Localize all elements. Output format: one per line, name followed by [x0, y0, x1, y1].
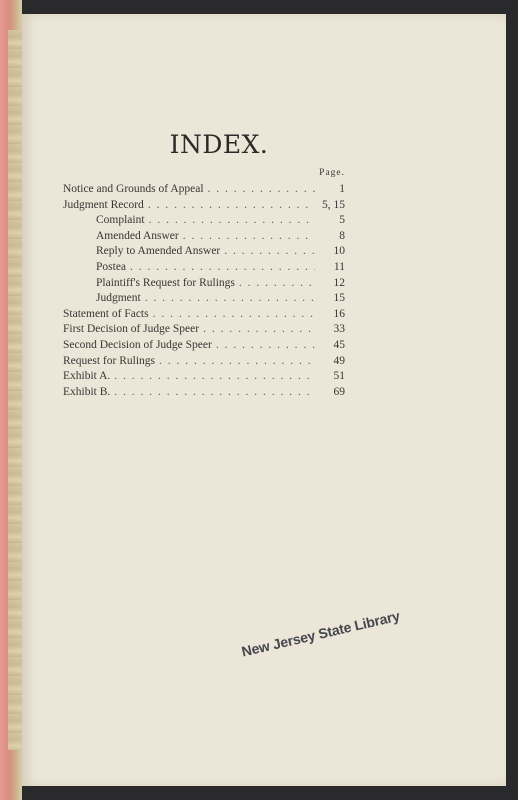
toc-entry-page: 12 — [333, 276, 345, 289]
dot-leader — [183, 229, 315, 245]
toc-entry-label: Reply to Amended Answer — [96, 245, 221, 258]
toc-entry-page: 49 — [333, 354, 345, 367]
toc-entry-label: First Decision of Judge Speer — [63, 323, 200, 336]
toc-entry-label: Exhibit A. — [63, 370, 111, 383]
toc-entry-page: 15 — [333, 292, 345, 305]
toc-entry-page: 69 — [333, 385, 345, 398]
toc-subentry — [63, 276, 345, 292]
toc-entry-page: 5, 15 — [322, 198, 345, 211]
toc-subentry — [63, 229, 345, 245]
toc-entry — [63, 182, 345, 198]
toc-entry — [63, 338, 345, 354]
library-stamp: New Jersey State Library — [240, 607, 402, 660]
index-title: INDEX. — [169, 130, 269, 159]
toc-entry-label: Notice and Grounds of Appeal — [63, 183, 204, 195]
toc-subentry — [63, 244, 345, 260]
dot-leader — [114, 369, 315, 385]
dot-leader — [145, 291, 315, 307]
toc-entry-label: Statement of Facts — [63, 307, 149, 320]
toc-entry — [63, 322, 345, 338]
toc-entry — [63, 385, 345, 401]
dot-leader — [216, 338, 315, 354]
toc-entry — [63, 369, 345, 385]
page-column-header: Page. — [319, 168, 345, 178]
dot-leader — [149, 213, 315, 229]
toc-entry-label: Complaint — [96, 214, 145, 227]
toc-entry-label: Judgment — [96, 292, 141, 305]
toc-entry-label: Request for Rulings — [63, 354, 155, 367]
toc-subentry — [63, 260, 345, 276]
dot-leader — [208, 182, 315, 198]
dot-leader — [130, 260, 315, 276]
table-of-contents — [63, 164, 345, 400]
toc-entry-page: 1 — [339, 183, 345, 195]
toc-entry-page: 8 — [339, 229, 345, 242]
toc-entry-label: Judgment Record — [63, 198, 144, 211]
dot-leader — [153, 307, 315, 323]
toc-entry-page: 11 — [333, 260, 345, 273]
toc-entry-label: Exhibit B. — [63, 385, 111, 398]
toc-subentry — [63, 213, 345, 229]
dot-leader — [203, 322, 315, 338]
toc-entry-page: 10 — [333, 245, 345, 258]
toc-entry-label: Second Decision of Judge Speer — [63, 338, 212, 351]
dot-leader — [148, 198, 315, 214]
dot-leader — [114, 385, 315, 401]
toc-entry-page: 33 — [333, 323, 345, 336]
toc-subentry — [63, 291, 345, 307]
toc-entry-page: 45 — [333, 338, 345, 351]
toc-entry-page: 16 — [333, 307, 345, 320]
toc-entry — [63, 354, 345, 370]
toc-entry-label: Postea — [96, 260, 127, 273]
toc-entry — [63, 307, 345, 323]
toc-entry-page: 5 — [339, 214, 345, 227]
toc-entry — [63, 198, 345, 214]
toc-entry-label: Plaintiff's Request for Rulings — [96, 276, 235, 289]
toc-entry-label: Amended Answer — [96, 229, 179, 242]
dot-leader — [159, 354, 315, 370]
toc-entry-page: 51 — [333, 370, 345, 383]
dot-leader — [224, 244, 315, 260]
dot-leader — [239, 276, 315, 292]
document-page — [22, 14, 506, 786]
